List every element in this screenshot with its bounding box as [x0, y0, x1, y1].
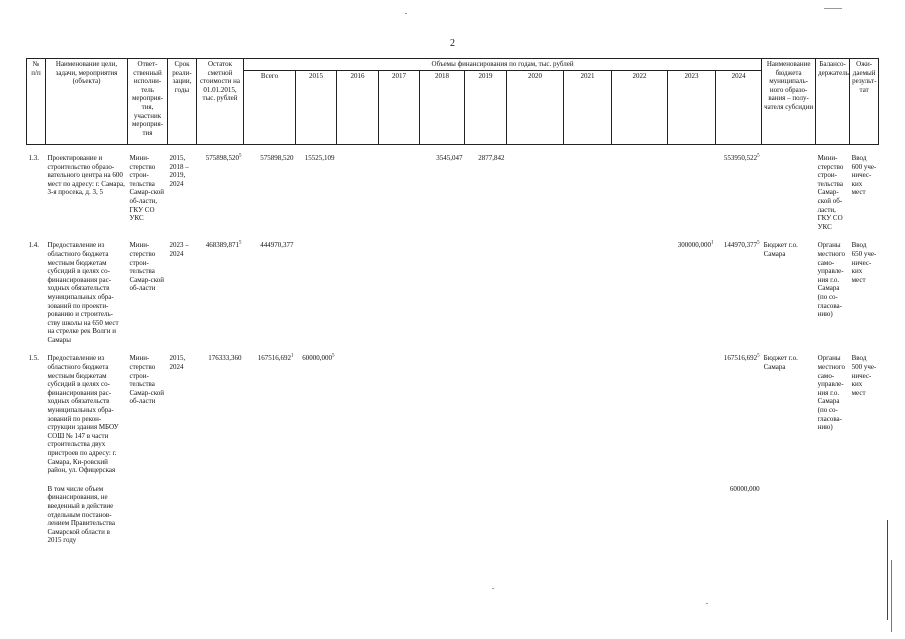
row-budget: Бюджет г.о. Самара [763, 354, 798, 372]
financing-table-document [26, 58, 879, 546]
row-year-2019: 2877,842 [478, 154, 505, 162]
note-year-2024: 60000,000 [729, 484, 760, 493]
row-budget [762, 153, 816, 232]
row-year-2023: 300000,000$^1$ [677, 241, 714, 250]
col-header-year-2024: 2024 [716, 71, 762, 145]
row-total: 444970,377 [260, 241, 294, 250]
row-year-2015 [296, 240, 337, 345]
row-year-2023 [668, 353, 716, 475]
row-name: Предоставление из областного бюджета местным бюджетам субсидий в целях со-финансирования рас-ходных обязательств муниципальных обра-зований по проекти-рованию и строитель-ству школы на 650 мест на стрелке рек Волги и Самары [47, 241, 119, 344]
row-name: Предоставление из областного бюджета местным бюджетам субсидий в целях со-финансирования рас-ходных обязательств муниципальных обра-зований по рекон-струкции здания МБОУ СОШ № 147 в части строительства двух пристроев по адресу: г. Самара, Ки-ровский район, ул. Офицерская [47, 354, 119, 475]
table-row-1-3 [27, 153, 879, 232]
table-row-note [27, 484, 879, 546]
row-remaining: 468389,871$^5$ [205, 241, 242, 250]
row-year-2019 [465, 353, 507, 475]
row-holder: Органы местного само-управле-ния г.о. Самара (по со-гласова-нию) [817, 241, 845, 319]
col-header-year-2022: 2022 [612, 71, 668, 145]
row-year-2018: 3545,047 [436, 154, 463, 162]
col-header-year-2015: 2015 [296, 71, 337, 145]
col-header-funding-group: Объемы финансирования по годам, тыс. рублей [244, 59, 762, 71]
row-year-2018 [420, 240, 465, 345]
row-year-2018 [420, 353, 465, 475]
table-row-1-4 [27, 240, 879, 345]
row-number: 1.4. [28, 241, 39, 250]
row-holder: Мини-стерство строи-тельства Самар-ской об-ласти, ГКУ СО УКС [817, 154, 844, 231]
row-responsible: Мини-стерство строи-тельства Самар-ской об-ласти [129, 354, 164, 406]
row-responsible: Мини-стерство строи-тельства Самар-ской об-ласти, ГКУ СО УКС [129, 154, 164, 223]
col-header-year-2021: 2021 [564, 71, 612, 145]
row-holder: Органы местного само-управле-ния г.о. Самара (по со-гласова-нию) [817, 354, 845, 432]
col-header-result: Ожи-даемый результ-тат [850, 59, 879, 145]
row-deadline: 2015, 2024 [169, 354, 186, 372]
table-row-1-5 [27, 353, 879, 475]
financing-table [26, 58, 879, 546]
row-result: Ввод 500 уче-ничес-ких мест [851, 354, 877, 397]
col-header-remaining: Остаток сметной стоимости на 01.01.2015, тыс. рублей [197, 59, 244, 145]
col-header-year-2016: 2016 [337, 71, 379, 145]
col-header-responsible: Ответ-ственный исполни-тель мероприя-тия, участник мероприя-тия [128, 59, 168, 145]
row-total: 575898,520 [260, 154, 294, 162]
row-year-2024: 144970,377$^5$ [723, 241, 760, 250]
scan-speck [492, 588, 494, 589]
col-header-year-2019: 2019 [465, 71, 507, 145]
page-number: 2 [450, 38, 455, 49]
row-deadline: 2023 – 2024 [169, 241, 189, 258]
col-header-year-2018: 2018 [420, 71, 465, 145]
row-result: Ввод 600 уче-ничес-ких мест [851, 154, 877, 197]
col-header-budget: Наименование бюджета муниципаль-ного образо-вания – полу-чателя субсидии [762, 59, 816, 145]
scan-edge-line-secondary [891, 560, 892, 632]
row-remaining: 176333,360 [208, 354, 242, 363]
col-header-year-2020: 2020 [507, 71, 564, 145]
col-header-deadline: Срок реали-зации, годы [168, 59, 197, 145]
row-total: 167516,692$^1$ [257, 354, 294, 363]
row-year-2015: 60000,000$^5$ [302, 354, 335, 363]
col-header-name: Наименование цели, задачи, мероприятия (объекта) [46, 59, 128, 145]
col-header-num: № п/п [27, 59, 46, 145]
row-name: Проектирование и строительство образо-вательного центра на 600 мест по адресу: г. Самара, 3-я просека, д. 3, 5 [47, 154, 125, 197]
col-header-year-2017: 2017 [379, 71, 420, 145]
note-text: В том числе объем финансирования, не введенный в действие отдельным постанов-лением Правительства Самарской области в 2015 году [47, 484, 115, 545]
row-year-2019 [465, 240, 507, 345]
row-number: 1.3. [28, 154, 39, 162]
row-year-2024: 167516,692$^5$ [723, 354, 760, 363]
row-deadline: 2015, 2018 – 2019, 2024 [169, 154, 189, 188]
row-year-2024: 553950,522$^5$ [723, 153, 760, 162]
row-result: Ввод 650 уче-ничес-ких мест [851, 241, 877, 284]
scan-speck [405, 13, 407, 14]
row-budget: Бюджет г.о. Самара [763, 241, 798, 258]
scan-edge-line [887, 520, 888, 620]
row-remaining: 575898,520$^5$ [205, 153, 242, 162]
row-number: 1.5. [28, 354, 39, 363]
row-year-2015: 15525,109 [304, 154, 335, 162]
row-responsible: Мини-стерство строи-тельства Самар-ской об-ласти [129, 241, 164, 293]
col-header-year-2023: 2023 [668, 71, 716, 145]
col-header-holder: Балансо-держатель [816, 59, 850, 145]
row-year-2023 [668, 153, 716, 232]
scan-speck [824, 8, 842, 9]
scan-speck [706, 603, 708, 604]
col-header-total: Всего [244, 71, 296, 145]
